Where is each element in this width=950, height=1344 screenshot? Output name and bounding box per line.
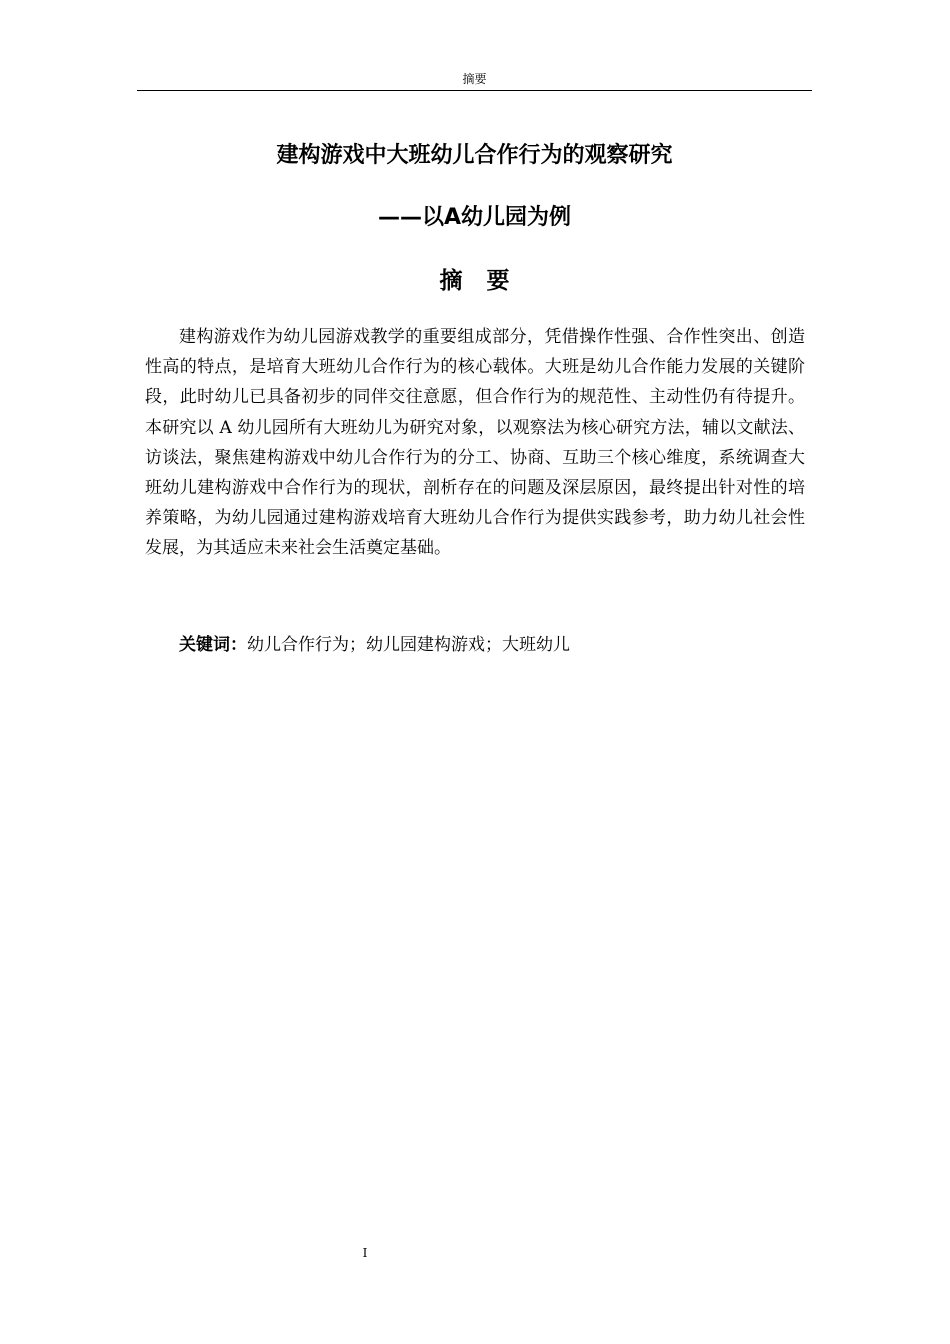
running-header [137,70,812,91]
keywords-text: 幼儿合作行为；幼儿园建构游戏；大班幼儿 [247,635,570,655]
running-header-text: 摘要 [462,72,487,86]
page-number: I [362,1246,368,1260]
paper-title: 建构游戏中大班幼儿合作行为的观察研究 [276,143,673,168]
abstract-heading: 摘要 [439,268,534,294]
abstract-body: 建构游戏作为幼儿园游戏教学的重要组成部分，凭借操作性强、合作性突出、创造性高的特点，是培育大班幼儿合作行为的核心载体。大班是幼儿合作能力发展的关键阶段，此时幼儿已具备初步的同伴交往意愿，但合作行为的规范性、主动性仍有待提升。本研究以 A 幼儿园所有大班幼儿为研究对象，以观察法为核心研究方法，辅以文献法、访谈法，聚焦建构游戏中幼儿合作行为的分工、协商、互助三个核心维度，系统调查大班幼儿建构游戏中合作行为的现状，剖析存在的问题及深层原因，最终提出针对性的培养策略，为幼儿园通过建构游戏培育大班幼儿合作行为提供实践参考，助力幼儿社会性发展，为其适应未来社会生活奠定基础。 [145,327,805,559]
paper-subtitle: ——以A幼儿园为例 [377,205,572,230]
keywords-line [179,630,805,660]
keywords-label: 关键词： [179,635,247,655]
